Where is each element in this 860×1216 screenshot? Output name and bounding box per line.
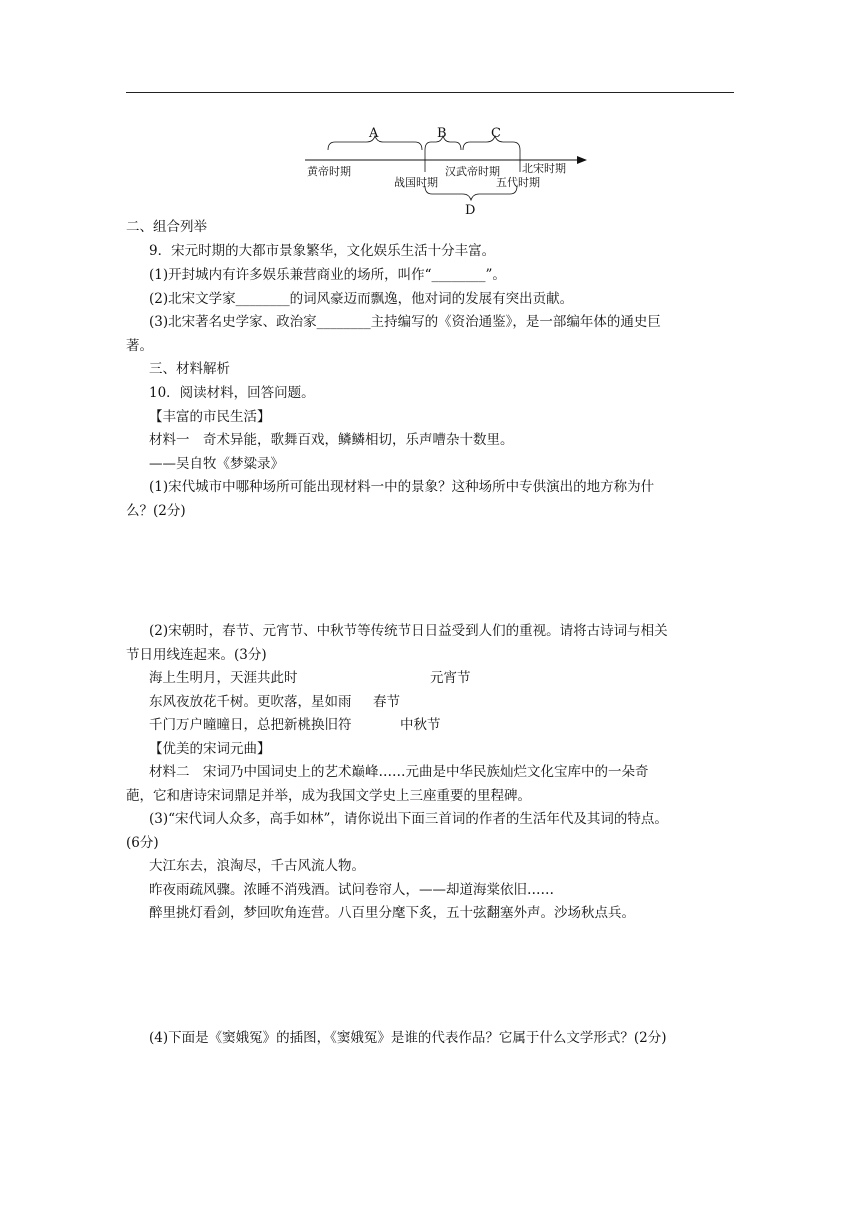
subhead-civic-life: 【丰富的市民生活】	[149, 409, 271, 425]
question-10-4: (4)下面是《窦娥冤》的插图，《窦娥冤》是谁的代表作品？它属于什么文学形式？(2分)	[149, 1030, 667, 1046]
question-9: 9．宋元时期的大都市景象繁华，文化娱乐生活十分丰富。	[149, 243, 496, 259]
ci-3: 醉里挑灯看剑，梦回吹角连营。八百里分麾下炙，五十弦翻塞外声。沙场秋点兵。	[149, 905, 635, 921]
question-9-2: (2)北宋文学家________的词风豪迈而飘逸，他对词的发展有突出贡献。	[149, 291, 574, 307]
question-10-3a: (3)“宋代词人众多，高手如林”，请你说出下面三首词的作者的生活年代及其词的特点。	[149, 811, 668, 827]
section-2-title: 二、组合列举	[126, 219, 207, 235]
festival-3: 中秋节	[400, 717, 441, 733]
header-rule	[126, 92, 734, 93]
label-wudai: 五代时期	[496, 176, 540, 189]
question-10-1a: (1)宋代城市中哪种场所可能出现材料一中的景象？这种场所中专供演出的地方称为什	[149, 479, 655, 495]
question-9-1: (1)开封城内有许多娱乐兼营商业的场所，叫作“________”。	[149, 267, 506, 283]
poem-1: 海上生明月，天涯共此时	[149, 670, 298, 686]
label-zhanguo: 战国时期	[394, 176, 438, 189]
question-10-3b: (6分)	[126, 835, 159, 851]
label-b: B	[437, 126, 447, 141]
timeline-diagram	[295, 120, 595, 220]
ci-2: 昨夜雨疏风骤。浓睡不消残酒。试问卷帘人，——却道海棠依旧……	[149, 882, 554, 898]
question-9-3b: 著。	[126, 338, 153, 354]
label-hanwudi: 汉武帝时期	[445, 165, 500, 178]
material-2b: 葩，它和唐诗宋词鼎足并举，成为我国文学史上三座重要的里程碑。	[126, 788, 531, 804]
question-10-1b: 么？(2分)	[126, 503, 186, 519]
question-10-2b: 节日用线连起来。(3分)	[126, 647, 267, 663]
ci-1: 大江东去，浪淘尽，千古风流人物。	[149, 858, 365, 874]
material-1: 材料一 奇术异能，歌舞百戏，鳞鳞相切，乐声嘈杂十数里。	[149, 432, 514, 448]
label-a: A	[369, 126, 379, 141]
poem-3: 千门万户曈曈日，总把新桃换旧符	[149, 717, 352, 733]
material-1-source: ——吴自牧《梦粱录》	[149, 456, 284, 472]
question-10-2a: (2)宋朝时，春节、元宵节、中秋节等传统节日日益受到人们的重视。请将古诗词与相关	[149, 623, 668, 639]
section-3-title: 三、材料解析	[149, 361, 230, 377]
question-9-3a: (3)北宋著名史学家、政治家________主持编写的《资治通鉴》，是一部编年体的通史巨	[149, 314, 661, 330]
question-10: 10．阅读材料，回答问题。	[149, 385, 315, 401]
material-2a: 材料二 宋词乃中国词史上的艺术巅峰……元曲是中华民族灿烂文化宝库中的一朵奇	[149, 764, 649, 780]
subhead-ci-qu: 【优美的宋词元曲】	[149, 741, 271, 757]
poem-2: 东风夜放花千树。更吹落，星如雨	[149, 694, 352, 710]
label-c: C	[491, 126, 501, 141]
festival-2: 春节	[373, 694, 400, 710]
label-beisong: 北宋时期	[522, 162, 566, 175]
label-d: D	[465, 203, 476, 218]
timeline-arrow	[577, 156, 587, 164]
label-huangdi: 黄帝时期	[307, 165, 351, 178]
festival-1: 元宵节	[430, 670, 471, 686]
